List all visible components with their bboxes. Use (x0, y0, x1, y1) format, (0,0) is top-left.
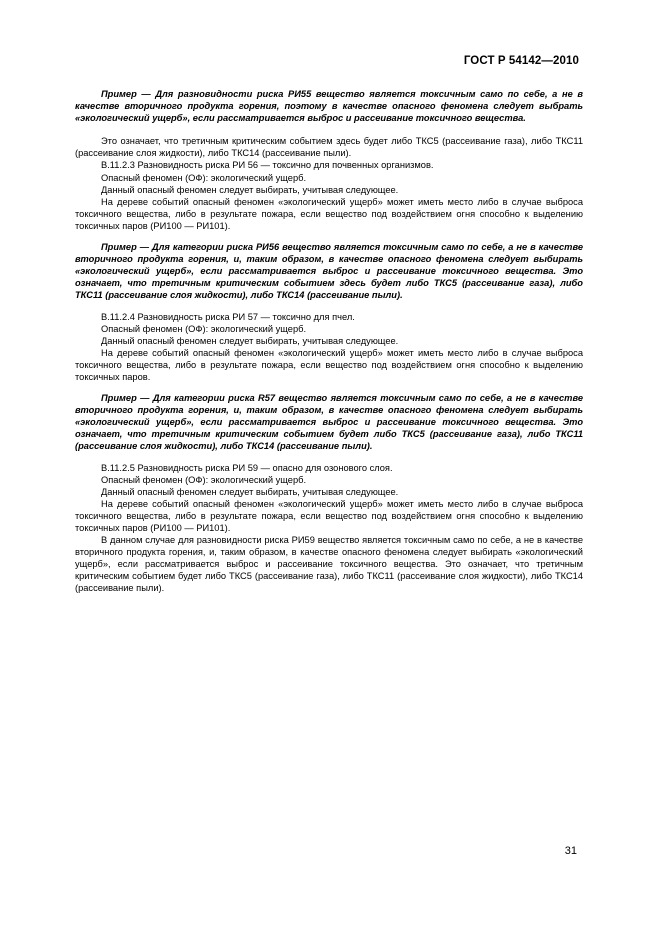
example-paragraph: Пример — Для категории риска РИ56 вещество является токсичным само по себе, а не в качестве вторичного продукта горения, и, таким образом, в качестве опасного феномена следует выбирать «экологический ущерб», если рассматривается выброс и рассеивание токсичного вещества. Это означает, что третичным критическим событием здесь будет либо ТКС5 (рассеивание газа), либо ТКС11 (рассеивание слоя жидкости), либо ТКС14 (рассеивание пыли). (75, 242, 583, 301)
document-body (75, 88, 583, 595)
body-paragraph: Данный опасный феномен следует выбирать, учитывая следующее. (101, 335, 399, 346)
standard-number: ГОСТ Р 54142—2010 (463, 55, 579, 67)
body-paragraph: Данный опасный феномен следует выбирать, учитывая следующее. (101, 184, 399, 195)
section-heading: В.11.2.4 Разновидность риска РИ 57 — токсично для пчел. (101, 311, 355, 322)
body-paragraph: Опасный феномен (ОФ): экологический ущерб. (101, 172, 307, 183)
body-paragraph: На дереве событий опасный феномен «экологический ущерб» может иметь место либо в случае выброса токсичного вещества, либо в результате пожара, если вещество под воздействием огня способно к выделению токсичных паров (РИ100 — РИ101). (75, 196, 583, 231)
body-paragraph: На дереве событий опасный феномен «экологический ущерб» может иметь место либо в случае выброса токсичного вещества, либо в результате пожара, если вещество под воздействием огня способно к выделению токсичных паров (РИ100 — РИ101). (75, 498, 583, 533)
body-paragraph: Это означает, что третичным критическим событием здесь будет либо ТКС5 (рассеивание газа), либо ТКС11 (рассеивание слоя жидкости), либо ТКС14 (рассеивание пыли). (75, 136, 583, 159)
body-paragraph: В данном случае для разновидности риска РИ59 вещество является токсичным само по себе, а не в качестве вторичного продукта горения, и, таким образом, в качестве опасного феномена следует выбирать «экологический ущерб», если рассматривается выброс и рассеивание токсичного вещества. Это означает, что третичным критическим событием будет либо ТКС5 (рассеивание газа), либо ТКС11 (рассеивание слоя жидкости), либо ТКС14 (рассеивание пыли). (75, 535, 583, 594)
section-heading: В.11.2.5 Разновидность риска РИ 59 — опасно для озонового слоя. (101, 462, 393, 473)
body-paragraph: Данный опасный феномен следует выбирать, учитывая следующее. (101, 486, 399, 497)
example-paragraph: Пример — Для разновидности риска РИ55 вещество является токсичным само по себе, а не в качестве вторичного продукта горения, поэтому в качестве опасного феномена следует выбрать «экологический ущерб», если рассматривается выброс и рассеивание токсичного вещества. (75, 89, 583, 124)
example-paragraph: Пример — Для категории риска R57 вещество является токсичным само по себе, а не в качестве вторичного продукта горения, и, таким образом, в качестве опасного феномена следует выбирать «экологический ущерб», если рассматривается выброс и рассеивание токсичного вещества. Это означает, что третичным критическим событием будет либо ТКС5 (рассеивание газа), либо ТКС11 (рассеивание слоя жидкости), либо ТКС14 (рассеивание пыли). (75, 393, 583, 452)
body-paragraph: На дереве событий опасный феномен «экологический ущерб» может иметь место либо в случае выброса токсичного вещества, либо в результате пожара, если вещество под воздействием огня способно к выделению токсичных паров. (75, 347, 583, 382)
page-number: 31 (564, 845, 577, 857)
body-paragraph: Опасный феномен (ОФ): экологический ущерб. (101, 323, 307, 334)
section-heading: В.11.2.3 Разновидность риска РИ 56 — токсично для почвенных организмов. (101, 160, 434, 171)
body-paragraph: Опасный феномен (ОФ): экологический ущерб. (101, 474, 307, 485)
